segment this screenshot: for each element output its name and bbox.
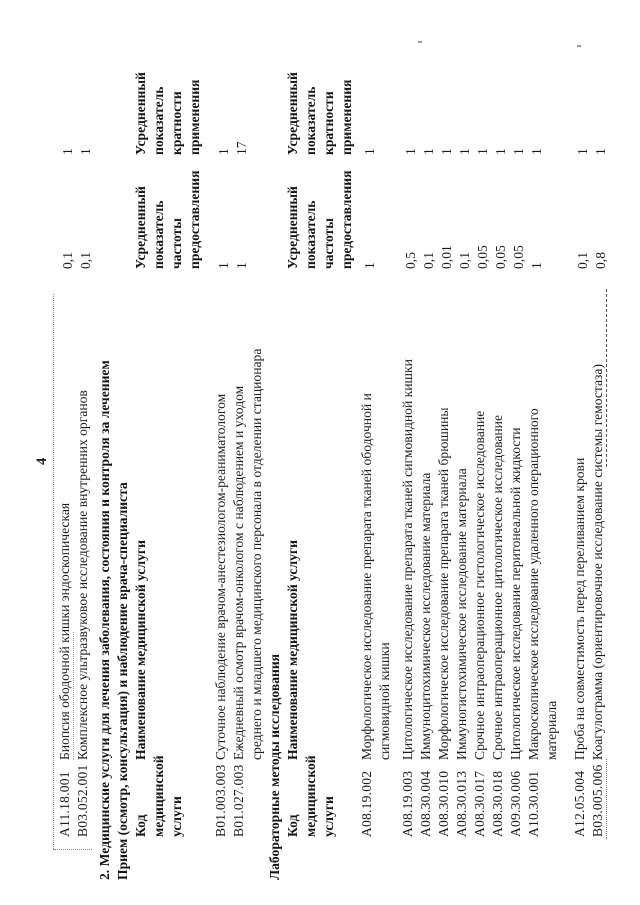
multiplicity-value: 1 [439, 148, 454, 155]
service-name: Морфологическое исследование препарата тканей брюшины [436, 407, 451, 760]
service-code: A08.19.002 [359, 770, 374, 837]
multiplicity-value: 1 [78, 148, 93, 155]
service-code: A10.30.001 [526, 770, 541, 837]
multiplicity-value: 1 [575, 148, 590, 155]
multiplicity-value: 1 [362, 148, 377, 155]
frequency-value: 0,8 [593, 252, 608, 269]
service-code: A09.30.006 [508, 770, 523, 837]
service-name: Коагулограмма (ориентировочное исследование системы гемостаза) [590, 364, 605, 760]
service-code: B03.005.006 [590, 764, 605, 837]
multiplicity-value: 1 [60, 148, 75, 155]
service-name: Цитологическое исследование препарата тканей сигмовидной кишки [400, 359, 415, 760]
table-header-row [284, 0, 356, 905]
service-code: A08.30.013 [454, 770, 469, 837]
service-code: A08.30.010 [436, 770, 451, 837]
service-row [453, 0, 471, 905]
frequency-value: 0,5 [403, 252, 418, 269]
service-name: Суточное наблюдение врачом-анестезиологом-реаниматологом [213, 393, 228, 760]
service-row [230, 0, 266, 905]
frequency-value: 1 [529, 262, 544, 269]
multiplicity-value: 1 [529, 148, 544, 155]
service-row [358, 0, 394, 905]
service-name: Ежедневный осмотр врачом-онкологом с наблюдением и уходом среднего и младшего медицинского персонала в отделении стационара [231, 348, 264, 760]
header-multiplicity: Усредненный показатель кратности применения [133, 72, 202, 155]
frequency-value: 0,1 [60, 252, 75, 269]
service-code: A08.30.018 [490, 770, 505, 837]
service-code: B01.027.003 [231, 764, 246, 837]
service-name: Биопсия ободочной кишки эндоскопическая [57, 502, 72, 760]
multiplicity-value: 1 [216, 148, 231, 155]
service-row [417, 0, 435, 905]
multiplicity-value: 1 [421, 148, 436, 155]
service-name: Морфологическое исследование препарата тканей ободочной и сигмовидной кишки [359, 393, 392, 760]
frequency-value: 0,05 [493, 245, 508, 269]
services-table [56, 0, 607, 905]
frequency-value: 1 [234, 262, 249, 269]
header-code: Код медицинской услуги [285, 755, 336, 837]
service-row [212, 0, 230, 905]
page-number: 4 [34, 457, 50, 465]
service-name: Срочное интраоперационное гистологическое исследование [472, 410, 487, 760]
frequency-value: 1 [362, 262, 377, 269]
service-code: A08.30.004 [418, 770, 433, 837]
service-name: Иммуноцитохимическое исследование материала [418, 472, 433, 760]
service-row [489, 0, 507, 905]
multiplicity-value: 17 [234, 141, 249, 155]
frequency-value: 0,1 [457, 252, 472, 269]
frequency-value: 0,05 [511, 245, 526, 269]
scan-artifact-line [53, 294, 54, 850]
multiplicity-value: 1 [493, 148, 508, 155]
service-code: B03.052.001 [75, 764, 90, 837]
service-code: A08.19.003 [400, 770, 415, 837]
service-code: A11.18.001 [57, 771, 72, 837]
header-frequency: Усредненный показатель частоты предоставления [133, 170, 202, 269]
frequency-value: 0,05 [475, 245, 490, 269]
header-multiplicity: Усредненный показатель кратности применения [285, 72, 354, 155]
service-name: Цитологическое исследование перитонеальной жидкости [508, 427, 523, 760]
service-name: Макроскопическое исследование удаленного операционного материала [526, 408, 559, 760]
frequency-value: 0,01 [439, 245, 454, 269]
header-name: Наименование медицинской услуги [133, 540, 148, 760]
section-heading-treatment: 2. Медицинские услуги для лечения заболевания, состояния и контроля за лечением [97, 360, 112, 880]
service-row [589, 0, 607, 905]
multiplicity-value: 1 [593, 148, 608, 155]
table-header-row [132, 0, 204, 905]
service-name: Срочное интраоперационное цитологическое исследование [490, 415, 505, 760]
multiplicity-value: 1 [457, 148, 472, 155]
multiplicity-value: 1 [403, 148, 418, 155]
frequency-value: 1 [216, 262, 231, 269]
service-code: A12.05.004 [572, 770, 587, 837]
service-row [399, 0, 417, 905]
service-code: B01.003.003 [213, 764, 228, 837]
service-row [471, 0, 489, 905]
multiplicity-value: 1 [511, 148, 526, 155]
frequency-value: 0,1 [78, 252, 93, 269]
section-heading-reception: Прием (осмотр, консультация) и наблюдение врача-специалиста [115, 482, 130, 880]
service-row [507, 0, 525, 905]
section-heading-laboratory: Лабораторные методы исследования [267, 653, 282, 880]
header-name: Наименование медицинской услуги [285, 540, 300, 760]
service-row [56, 0, 74, 905]
service-name: Иммуногистохимическое исследование материала [454, 468, 469, 760]
frequency-value: 0,1 [575, 252, 590, 269]
header-frequency: Усредненный показатель частоты предоставления [285, 170, 354, 269]
service-name: Комплексное ультразвуковое исследование внутренних органов [75, 390, 90, 760]
service-code: A08.30.017 [472, 770, 487, 837]
service-row [74, 0, 92, 905]
service-name: Проба на совместимость перед переливанием крови [572, 457, 587, 760]
service-row [571, 0, 589, 905]
service-row [525, 0, 561, 905]
header-code: Код медицинской услуги [133, 755, 184, 837]
frequency-value: 0,1 [421, 252, 436, 269]
service-row [435, 0, 453, 905]
multiplicity-value: 1 [475, 148, 490, 155]
